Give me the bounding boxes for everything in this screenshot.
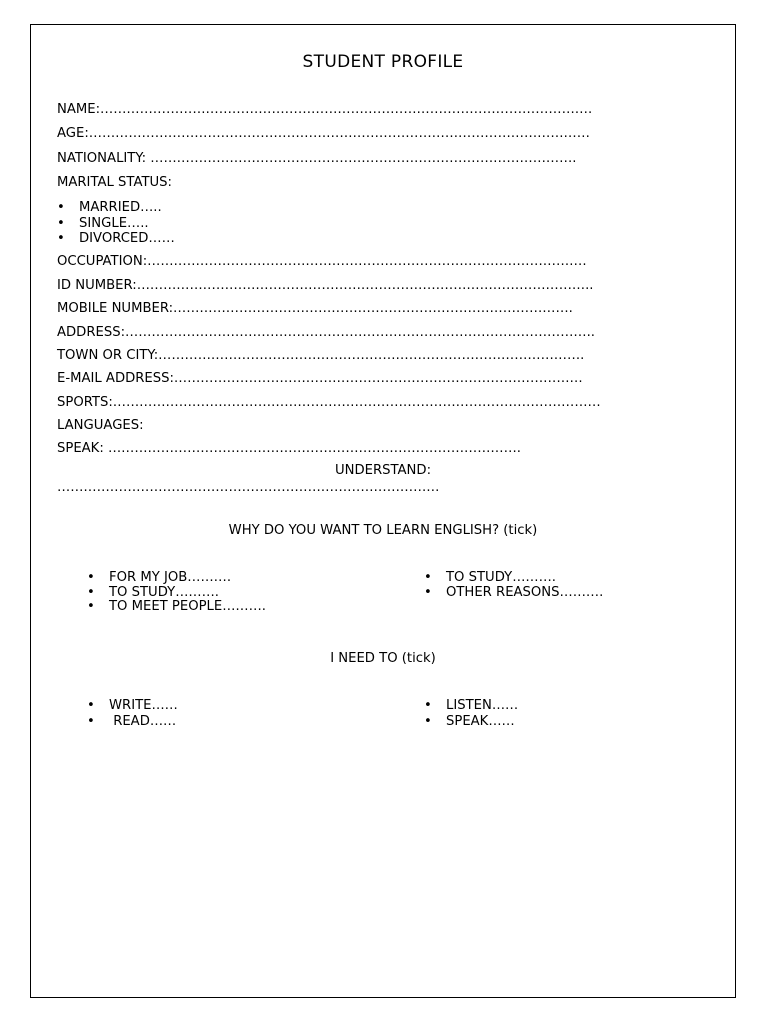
why-option-study-right: TO STUDY……….	[446, 570, 556, 585]
sports-field: SPORTS:…………………………………………………………………………………………………	[57, 395, 601, 410]
need-heading: I NEED TO (tick)	[330, 651, 436, 666]
marital-option-single: SINGLE…..	[79, 215, 149, 231]
list-item	[424, 714, 518, 730]
list-item	[87, 600, 266, 615]
understand-line: ……………………………………………………………………………	[57, 480, 440, 495]
why-left-list	[87, 571, 266, 615]
list-item	[424, 698, 518, 714]
bullet-icon: •	[424, 570, 432, 585]
bullet-icon: •	[87, 570, 95, 585]
list-item	[424, 571, 603, 586]
marital-option-married: MARRIED…..	[79, 200, 162, 215]
nationality-field: NATIONALITY: …………………………………………………………………………………….	[57, 151, 577, 166]
marital-option-divorced: DIVORCED……	[79, 231, 175, 246]
name-field: NAME:………………………………………………………………………………………………….	[57, 102, 593, 117]
email-address-field: E-MAIL ADDRESS:…………………………………………………………………………………	[57, 371, 583, 386]
bullet-icon: •	[424, 713, 432, 729]
address-field: ADDRESS:……………………………………………………………………………………………..	[57, 325, 595, 340]
why-heading: WHY DO YOU WANT TO LEARN ENGLISH? (tick)	[228, 523, 538, 538]
marital-status-label: MARITAL STATUS:	[57, 175, 172, 190]
why-option-other-reasons: OTHER REASONS……….	[446, 584, 604, 600]
bullet-icon: •	[57, 215, 65, 231]
occupation-field: OCCUPATION:……………………………………………………………………………………….	[57, 254, 587, 269]
need-option-speak: SPEAK……	[446, 713, 515, 729]
bullet-icon: •	[87, 713, 95, 729]
need-right-list	[424, 698, 518, 729]
id-number-field: ID NUMBER:…………………………………………………………………………………………..	[57, 278, 594, 293]
age-field: AGE:……………………………………………………………………………………………………	[57, 126, 590, 141]
bullet-icon: •	[57, 231, 65, 246]
list-item	[87, 714, 178, 730]
bullet-icon: •	[87, 599, 95, 614]
list-item	[87, 571, 266, 586]
list-item	[57, 231, 175, 247]
list-item	[424, 586, 603, 601]
why-option-meet-people: TO MEET PEOPLE……….	[109, 599, 266, 614]
why-option-job: FOR MY JOB……….	[109, 570, 232, 585]
bullet-icon: •	[57, 200, 65, 215]
need-option-write: WRITE……	[109, 698, 178, 713]
why-right-list	[424, 571, 603, 600]
mobile-number-field: MOBILE NUMBER:……………………………………………………………………………….	[57, 301, 573, 316]
list-item	[57, 216, 175, 232]
form-page	[30, 24, 736, 998]
need-left-list	[87, 698, 178, 729]
understand-label: UNDERSTAND:	[334, 463, 432, 478]
bullet-icon: •	[87, 698, 95, 713]
speak-field: SPEAK: ………………………………………………………………………………….	[57, 441, 521, 456]
list-item	[87, 698, 178, 714]
why-option-study: TO STUDY……….	[109, 584, 219, 600]
bullet-icon: •	[424, 584, 432, 600]
need-option-read: READ……	[109, 713, 177, 729]
list-item	[57, 200, 175, 216]
languages-label: LANGUAGES:	[57, 418, 144, 433]
marital-options-list	[57, 200, 175, 247]
page-title: STUDENT PROFILE	[302, 52, 464, 72]
need-option-listen: LISTEN……	[446, 698, 519, 713]
list-item	[87, 586, 266, 601]
bullet-icon: •	[424, 698, 432, 713]
bullet-icon: •	[87, 584, 95, 600]
town-or-city-field: TOWN OR CITY:…………………………………………………………………………………….	[57, 348, 585, 363]
